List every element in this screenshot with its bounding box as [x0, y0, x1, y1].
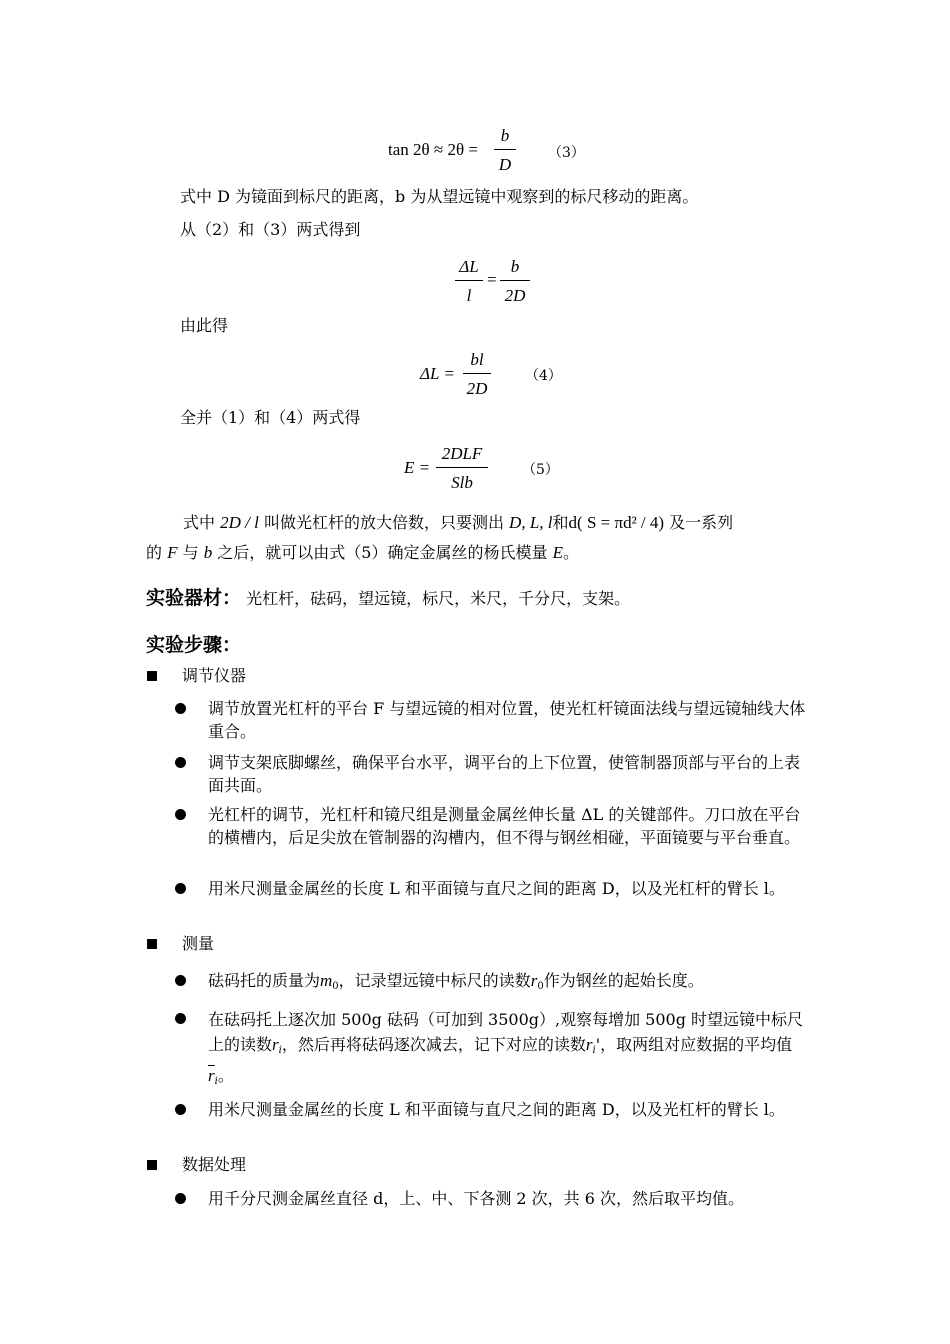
square-bullet-icon [147, 1160, 157, 1170]
math: E [552, 543, 563, 562]
eq3-fraction [494, 127, 516, 173]
bullet-dot-icon [175, 1104, 186, 1115]
bullet-dot-icon [175, 883, 186, 894]
adjust-item-3: 光杠杆的调节，光杠杆和镜尺组是测量金属丝伸长量 ΔL 的关键部件。刀口放在平台的横槽内，后足尖放在管制器的沟槽内，但不得与钢丝相碰，平面镜要与平台垂直。 [208, 805, 801, 847]
math: D, L, l [509, 513, 553, 532]
subscript: i [214, 1076, 218, 1087]
equipment-line [146, 583, 630, 610]
text: 在砝码托上逐次加 500g 砝码（可加到 3500g）,观察每增加 500g 时望远镜中标尺上的读数 [208, 1010, 804, 1054]
eq5-fraction [436, 445, 488, 491]
subscript: i [592, 1045, 596, 1056]
eq-mid-left-den: l [466, 286, 472, 305]
math: F [167, 543, 178, 562]
math: b [203, 543, 213, 562]
subscript: i [278, 1045, 282, 1056]
equipment-items: 光杠杆，砝码，望远镜，标尺，米尺，千分尺，支架。 [246, 589, 631, 608]
text: 作为钢丝的起始长度。 [543, 971, 704, 990]
bullet-dot-icon [175, 1013, 186, 1024]
text: 。 [217, 1066, 234, 1085]
eq4-fraction [463, 351, 491, 397]
text: 之后，就可以由式（5）确定金属丝的杨氏模量 [217, 543, 548, 562]
eq4-numerator: bl [470, 350, 484, 369]
square-bullet-icon [147, 671, 157, 681]
eq4-denominator: 2D [466, 379, 488, 398]
text: 的 [146, 543, 163, 562]
text: '，取两组对应数据的平均值 [595, 1035, 793, 1054]
section-measure-title: 测量 [182, 934, 215, 953]
adjust-item-1: 调节放置光杠杆的平台 F 与望远镜的相对位置，使光杠杆镜面法线与望远镜轴线大体重合。 [208, 699, 806, 741]
eq4-number: （4） [525, 368, 562, 384]
text: 与 [182, 543, 199, 562]
eq5-number: （5） [522, 462, 559, 478]
eq-mid-equals: = [487, 270, 497, 289]
eq5-denominator: Slb [451, 473, 473, 492]
eq-mid-right-num: b [510, 257, 520, 276]
measure-item-2 [208, 1007, 808, 1094]
text: 。 [562, 543, 579, 562]
eq3-denominator: D [498, 155, 512, 174]
adjust-item-2: 调节支架底脚螺丝，确保平台水平，调平台的上下位置，使管制器顶部与平台的上表面共面。 [208, 753, 801, 795]
equipment-heading: 实验器材： [146, 587, 242, 609]
eq3-number: （3） [548, 145, 585, 161]
math-r: r [272, 1035, 279, 1054]
subscript: 0 [332, 981, 339, 992]
measure-item-1 [208, 969, 808, 998]
math-m: m [320, 971, 333, 990]
eq5-lhs: E = [404, 458, 431, 477]
eq4-lhs: ΔL = [420, 364, 455, 383]
math-r: r [585, 1035, 593, 1054]
bullet-dot-icon [175, 975, 186, 986]
steps-heading: 实验步骤： [146, 634, 242, 656]
line-thus: 由此得 [180, 316, 229, 335]
math-r: r [530, 971, 538, 990]
math: 2D / l [220, 513, 259, 532]
text: 叫做光杠杆的放大倍数，只要测出 [263, 513, 504, 532]
eq3-lhs: tan 2θ ≈ 2θ = [388, 140, 478, 159]
para-amplification-line1 [183, 514, 733, 531]
bullet-dot-icon [175, 809, 186, 820]
text: ，记录望远镜中标尺的读数 [338, 971, 531, 990]
line-definition: 式中 D 为镜面到标尺的距离，b 为从望远镜中观察到的标尺移动的距离。 [180, 187, 699, 206]
eq3-numerator: b [500, 126, 510, 145]
measure-item-3: 用米尺测量金属丝的长度 L 和平面镜与直尺之间的距离 D，以及光杠杆的臂长 l。 [208, 1100, 785, 1119]
subscript: 0 [537, 981, 544, 992]
eq-mid-left-fraction [455, 258, 483, 304]
square-bullet-icon [147, 939, 157, 949]
eq-mid-left-num: ΔL [459, 257, 479, 276]
bullet-dot-icon [175, 703, 186, 714]
para-amplification-line2 [146, 544, 579, 561]
bullet-dot-icon [175, 757, 186, 768]
math-r-bar: $\overline{r}$ [208, 1066, 215, 1085]
line-from-2-3: 从（2）和（3）两式得到 [180, 220, 361, 239]
section-adjust-title: 调节仪器 [182, 666, 247, 685]
eq-mid-right-fraction [500, 258, 530, 304]
section-data-title: 数据处理 [182, 1155, 247, 1174]
eq5-numerator: 2DLF [441, 444, 483, 463]
text: 砝码托的质量为 [208, 971, 321, 990]
math: d( S = πd² / 4) [568, 513, 665, 532]
line-merge: 全并（1）和（4）两式得 [180, 408, 361, 427]
eq-mid-right-den: 2D [504, 286, 526, 305]
text: 和 [552, 513, 569, 532]
adjust-item-4: 用米尺测量金属丝的长度 L 和平面镜与直尺之间的距离 D，以及光杠杆的臂长 l。 [208, 879, 785, 898]
bullet-dot-icon [175, 1193, 186, 1204]
data-item-1: 用千分尺测金属丝直径 d，上、中、下各测 2 次，共 6 次，然后取平均值。 [208, 1189, 745, 1208]
text: 式中 [183, 513, 216, 532]
text: 及一系列 [669, 513, 734, 532]
text: ，然后再将砝码逐次减去，记下对应的读数 [281, 1035, 586, 1054]
